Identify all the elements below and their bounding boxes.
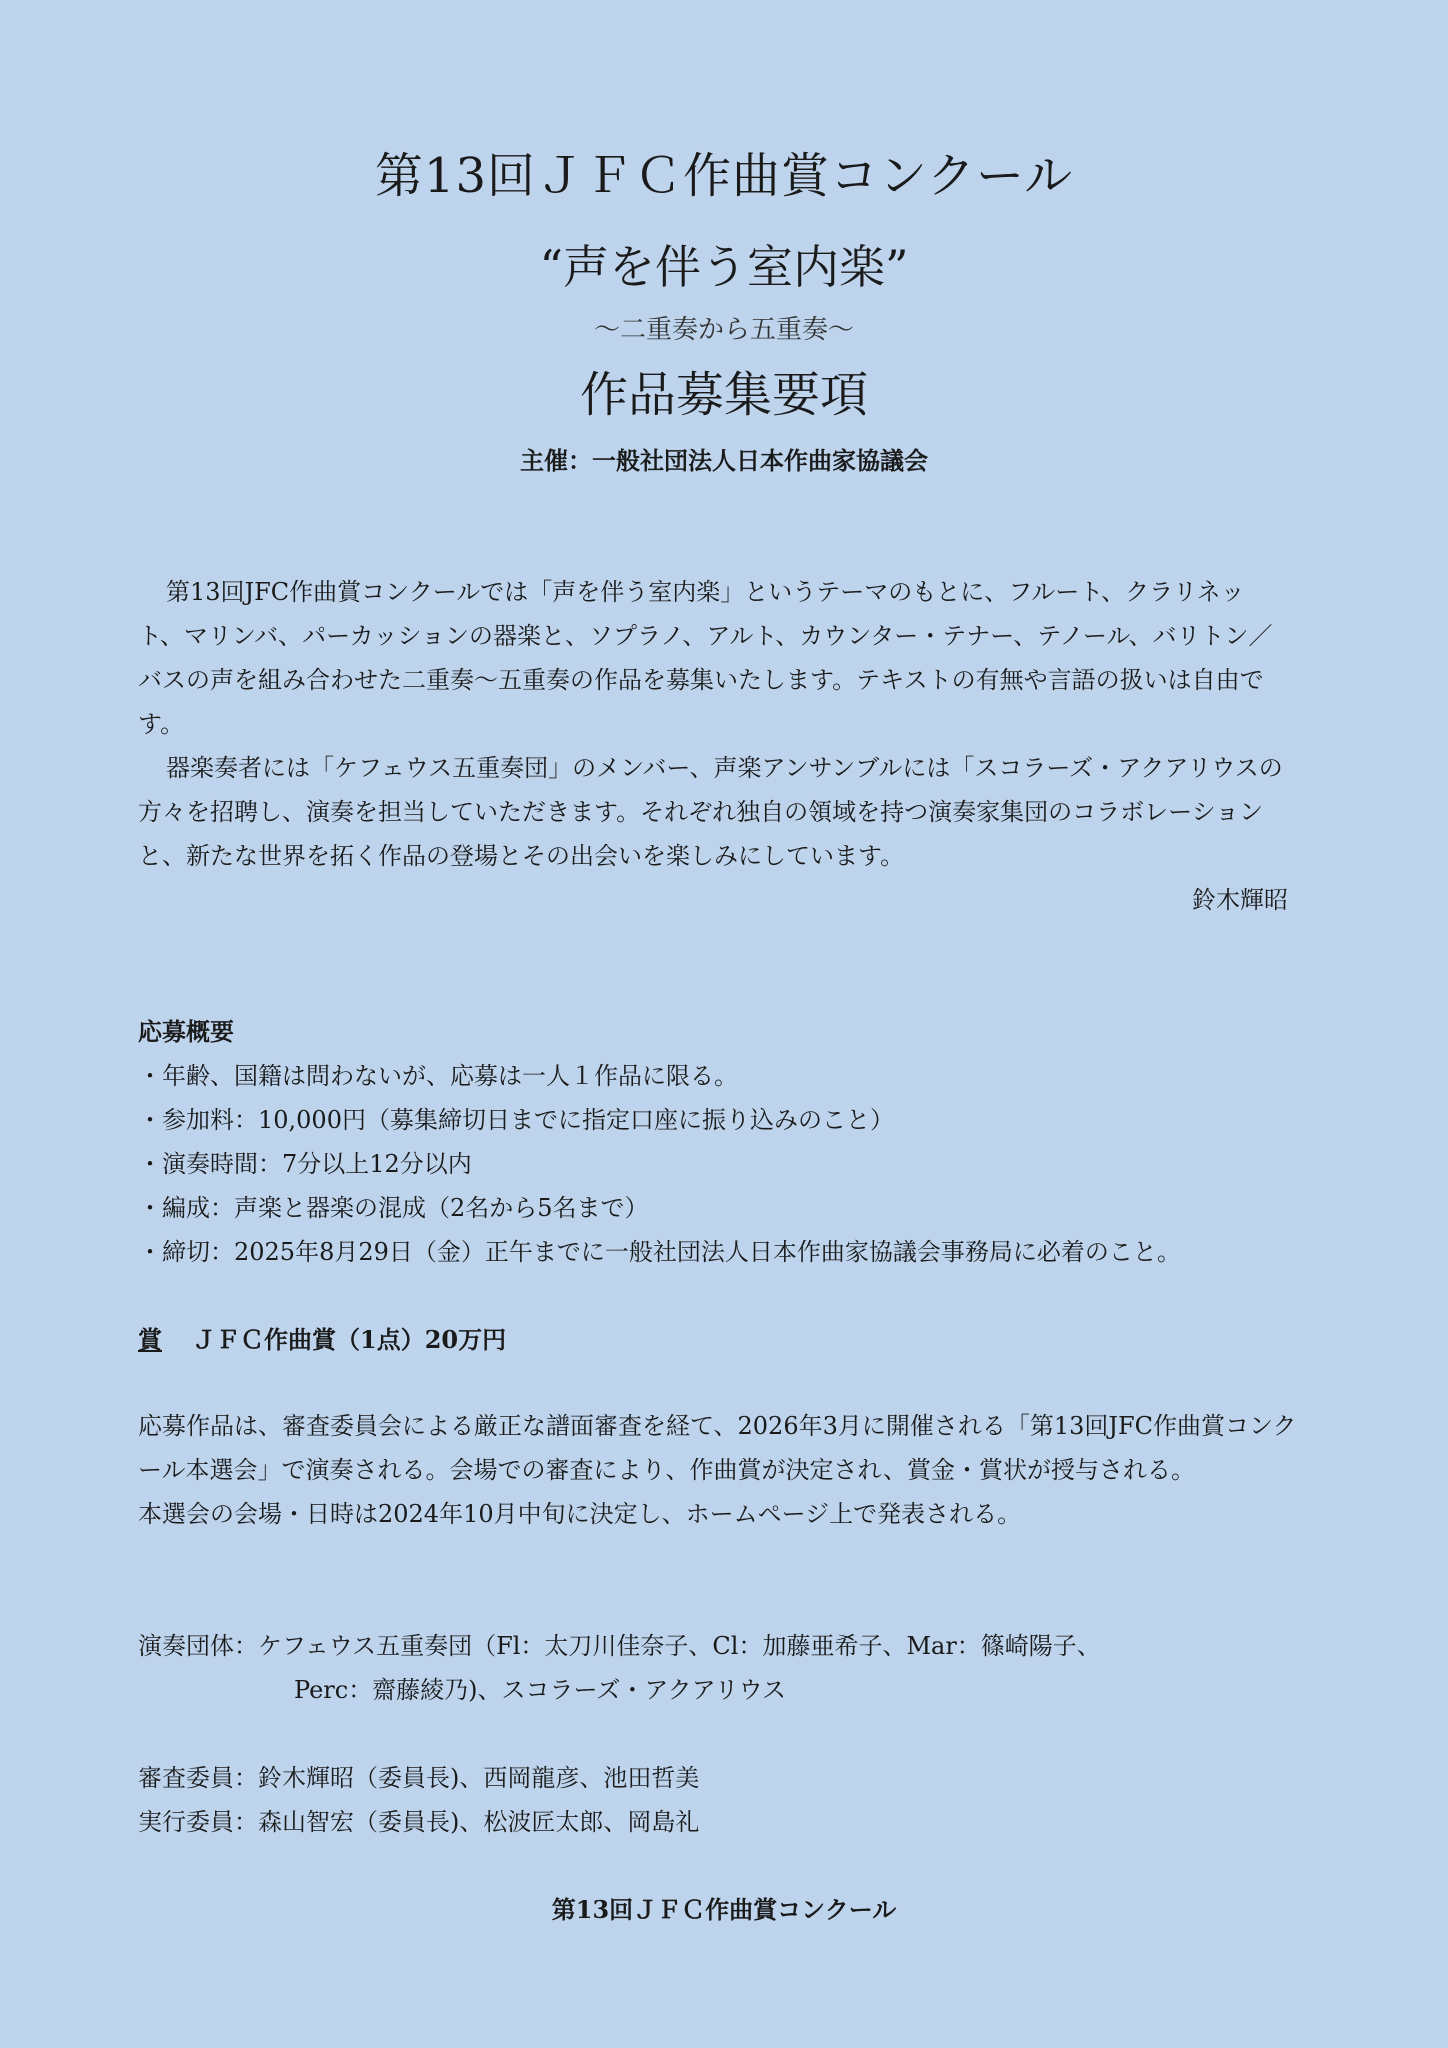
- intro-text: [138, 570, 1288, 878]
- performers-line: Perc：齋藤綾乃)、スコラーズ・アクアリウス: [294, 1676, 786, 1704]
- organizer: 主催：一般社団法人日本作曲家協議会: [520, 446, 928, 475]
- list-item: ・演奏時間：7分以上12分以内: [138, 1150, 472, 1178]
- intro-paragraph: 器楽奏者には「ケフェウス五重奏団」のメンバー、声楽アンサンブルには「スコラーズ・アクアリウスの方々を招聘し、演奏を担当していただきます。それぞれ独自の領域を持つ演奏家集団のコラボレーションと、新たな世界を拓く作品の登場とその出会いを楽しみにしています。: [138, 754, 1283, 870]
- list-item: ・参加料：10,000円（募集締切日までに指定口座に振り込みのこと）: [138, 1106, 894, 1134]
- intro-paragraph: 第13回JFC作曲賞コンクールでは「声を伴う室内楽」というテーマのもとに、フルート、クラリネット、マリンバ、パーカッションの器楽と、ソプラノ、アルト、カウンター・テナー、テノール、バリトン／バスの声を組み合わせた二重奏～五重奏の作品を募集いたします。テキストの有無や言語の扱いは自由です。: [138, 578, 1273, 738]
- judging-info: [138, 1404, 1312, 1536]
- jury-members: 審査委員：鈴木輝昭（委員長)、西岡龍彦、池田哲美: [138, 1764, 700, 1792]
- prize-label: 賞: [138, 1325, 162, 1354]
- overview-list: [138, 1054, 1312, 1274]
- list-item: ・締切：2025年8月29日（金）正午までに一般社団法人日本作曲家協議会事務局に必着のこと。: [138, 1238, 1181, 1266]
- overview-heading: 応募概要: [138, 1017, 234, 1046]
- list-item: ・編成：声楽と器楽の混成（2名から5名まで）: [138, 1194, 649, 1222]
- judging-paragraph: 本選会の会場・日時は2024年10月中旬に決定し、ホームページ上で発表される。: [138, 1500, 1022, 1528]
- competition-theme: “声を伴う室内楽”: [539, 240, 909, 294]
- performers-info: [138, 1624, 1312, 1712]
- application-overview: [138, 1010, 1312, 1274]
- intro-signature: 鈴木輝昭: [1192, 886, 1288, 914]
- prize-section: [138, 1318, 1312, 1362]
- document-title: 作品募集要項: [579, 367, 868, 423]
- list-item: ・年齢、国籍は問わないが、応募は一人１作品に限る。: [138, 1062, 738, 1090]
- performers-line: 演奏団体：ケフェウス五重奏団（Fl：太刀川佳奈子、Cl：加藤亜希子、Mar：篠崎陽子、: [138, 1632, 1101, 1660]
- committee-info: [138, 1756, 1312, 1844]
- competition-title: 第13回ＪＦＣ作曲賞コンクール: [374, 148, 1074, 204]
- judging-paragraph: 応募作品は、審査委員会による厳正な譜面審査を経て、2026年3月に開催される「第13回JFC作曲賞コンクール本選会」で演奏される。会場での審査により、作曲賞が決定され、賞金・賞状が授与される。: [138, 1412, 1297, 1484]
- footer-title: 第13回ＪＦＣ作曲賞コンクール: [551, 1895, 897, 1924]
- prize-text: ＪＦＣ作曲賞（1点）20万円: [192, 1325, 507, 1354]
- competition-subtitle: ～二重奏から五重奏～: [593, 315, 854, 345]
- executive-members: 実行委員：森山智宏（委員長)、松波匠太郎、岡島礼: [138, 1808, 700, 1836]
